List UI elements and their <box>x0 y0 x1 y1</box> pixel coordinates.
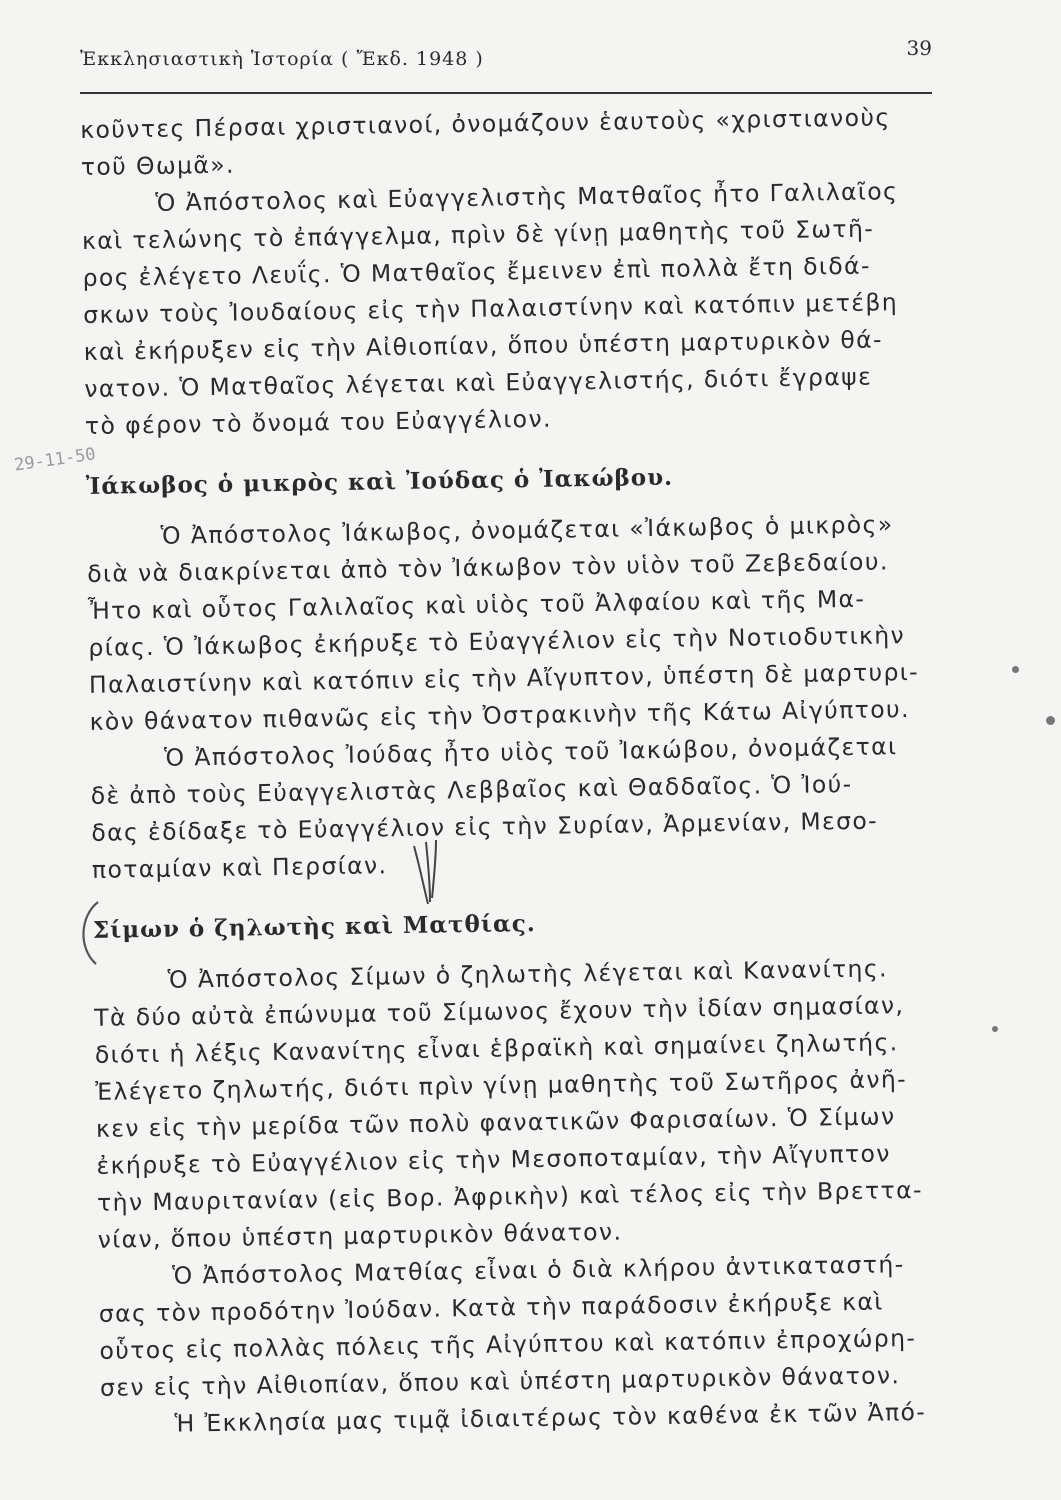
section-heading-iakovos-ioudas: Ἰάκωβος ὁ μικρὸς καὶ Ἰούδας ὁ Ἰακώβου. <box>85 463 674 500</box>
paper-speck <box>1046 716 1055 725</box>
text-line: Ἦτο καὶ οὗτος Γαλιλαῖος καὶ υἱὸς τοῦ Ἀλφαίου καὶ τῆς Μα- <box>87 584 866 625</box>
pencil-check-mark <box>410 838 444 908</box>
text-line: τὸ φέρον τὸ ὄνομά του Εὐαγγέλιον. <box>84 404 553 440</box>
section-heading-simon-matthias: Σίμων ὁ ζηλωτὴς καὶ Ματθίας. <box>92 909 536 944</box>
text-line: ἐκήρυξε τὸ Εὐαγγέλιον εἰς τὴν Μεσοποταμίαν, τὴν Αἴγυπτον <box>96 1139 892 1180</box>
paper-speck <box>1012 666 1019 673</box>
text-line: ποταμίαν καὶ Περσίαν. <box>91 851 388 884</box>
page-number: 39 <box>906 36 932 60</box>
paper-speck <box>992 1026 998 1032</box>
text-line: οὗτος εἰς πολλὰς πόλεις τῆς Αἰγύπτου καὶ κατόπιν ἐπροχώρη- <box>99 1324 917 1365</box>
text-line: νατον. Ὁ Ματθαῖος λέγεται καὶ Εὐαγγελιστής, διότι ἔγραψε <box>84 362 873 403</box>
text-line: δὲ ἀπὸ τοὺς Εὐαγγελιστὰς Λεββαῖος καὶ Θαδδαῖος. Ὁ Ἰού- <box>90 769 853 810</box>
text-line: τοῦ Θωμᾶ». <box>80 150 236 181</box>
text-line: κοῦντες Πέρσαι χριστιανοί, ὀνομάζουν ἑαυτοὺς «χριστιανοὺς <box>80 103 891 144</box>
text-line: διότι ἡ λέξις Κανανίτης εἶναι ἑβραϊκὴ καὶ σημαίνει ζηλωτής. <box>94 1028 899 1069</box>
text-line: τὴν Μαυριτανίαν (εἰς Βορ. Ἀφρικὴν) καὶ τέλος εἰς τὴν Βρεττα- <box>96 1175 924 1217</box>
body-text <box>80 98 979 1444</box>
handwritten-date-note: 29-11-50 <box>13 444 97 476</box>
text-line: ρος ἐλέγετο Λευΐς. Ὁ Ματθαῖος ἔμεινεν ἐπὶ πολλὰ ἔτη διδά- <box>82 251 872 292</box>
text-line: νίαν, ὅπου ὑπέστη μαρτυρικὸν θάνατον. <box>97 1217 623 1254</box>
text-line: διὰ νὰ διακρίνεται ἀπὸ τὸν Ἰάκωβον τὸν υἱὸν τοῦ Ζεβεδαίου. <box>87 547 889 588</box>
text-line: Ὁ Ἀπόστολος Ματθίας εἶναι ὁ διὰ κλήρου ἀντικαταστή- <box>172 1250 905 1290</box>
text-line: καὶ ἐκήρυξεν εἰς τὴν Αἰθιοπίαν, ὅπου ὑπέστη μαρτυρικὸν θά- <box>83 325 884 366</box>
running-header <box>80 36 932 94</box>
text-line: δας ἐδίδαξε τὸ Εὐαγγέλιον εἰς τὴν Συρίαν, Ἀρμενίαν, Μεσο- <box>91 806 879 847</box>
text-line: σας τὸν προδότην Ἰούδαν. Κατὰ τὴν παράδοσιν ἐκήρυξε καὶ <box>98 1287 884 1328</box>
text-line: καὶ τελώνης τὸ ἐπάγγελμα, πρὶν δὲ γίνῃ μαθητὴς τοῦ Σωτῆ- <box>81 214 875 255</box>
text-line: κεν εἰς τὴν μερίδα τῶν πολὺ φανατικῶν Φαρισαίων. Ὁ Σίμων <box>95 1102 896 1143</box>
text-line: Ὁ Ἀπόστολος Ἰάκωβος, ὀνομάζεται «Ἰάκωβος ὁ μικρὸς» <box>160 510 894 550</box>
pencil-bracket-mark <box>76 898 102 968</box>
text-line: Παλαιστίνην καὶ κατόπιν εἰς τὴν Αἴγυπτον, ὑπέστη δὲ μαρτυρι- <box>88 657 920 699</box>
text-line: Ἡ Ἐκκλησία μας τιμᾷ ἰδιαιτέρως τὸν καθένα ἐκ τῶν Ἀπό- <box>174 1397 927 1438</box>
text-line: σκων τοὺς Ἰουδαίους εἰς τὴν Παλαιστίνην καὶ κατόπιν μετέβη <box>82 288 899 329</box>
text-line: σεν εἰς τὴν Αἰθιοπίαν, ὅπου καὶ ὑπέστη μαρτυρικὸν θάνατον. <box>99 1361 901 1402</box>
text-line: Τὰ δύο αὐτὰ ἐπώνυμα τοῦ Σίμωνος ἔχουν τὴν ἰδίαν σημασίαν, <box>94 991 905 1032</box>
text-line: Ἐλέγετο ζηλωτής, διότι πρὶν γίνῃ μαθητὴς τοῦ Σωτῆρος ἀνῆ- <box>95 1065 908 1106</box>
header-title: Ἐκκλησιαστικὴ Ἱστορία ( Ἔκδ. 1948 ) <box>80 48 484 70</box>
text-line: Ὁ Ἀπόστολος καὶ Εὐαγγελιστὴς Ματθαῖος ἦτο Γαλιλαῖος <box>155 177 899 217</box>
text-line: Ὁ Ἀπόστολος Ἰούδας ἦτο υἱὸς τοῦ Ἰακώβου, ὀνομάζεται <box>163 732 898 772</box>
text-line: κὸν θάνατον πιθανῶς εἰς τὴν Ὀστρακινὴν τῆς Κάτω Αἰγύπτου. <box>89 695 911 736</box>
text-line: ρίας. Ὁ Ἰάκωβος ἐκήρυξε τὸ Εὐαγγέλιον εἰς τὴν Νοτιοδυτικὴν <box>88 621 906 662</box>
text-line: Ὁ Ἀπόστολος Σίμων ὁ ζηλωτὴς λέγεται καὶ Κανανίτης. <box>167 954 889 994</box>
